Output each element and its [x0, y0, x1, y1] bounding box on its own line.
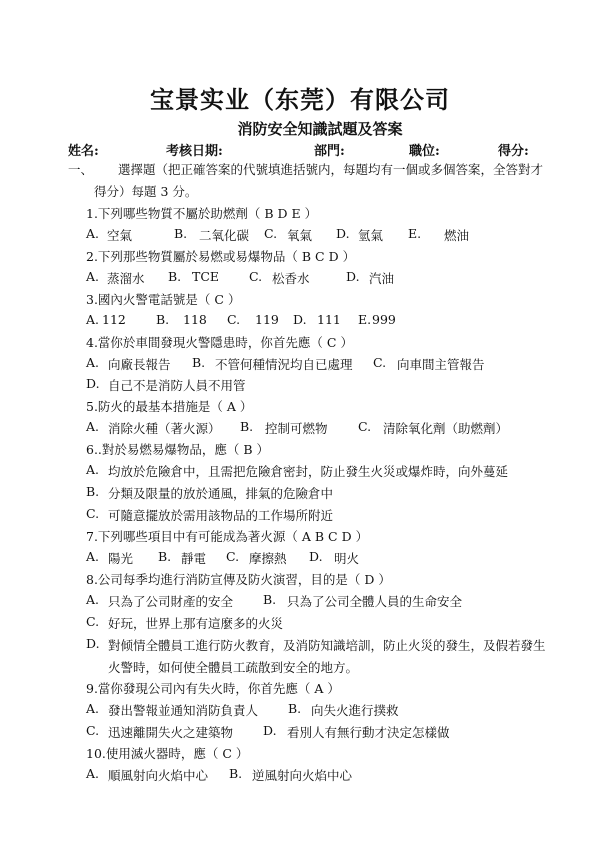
option-text: 向車間主管報告 [397, 357, 485, 372]
section-number: 一、 [68, 162, 94, 177]
option-text: 均放於危險倉中，且需把危險倉密封，防止發生火災或爆炸時，向外蔓延 [108, 464, 509, 479]
option-text: 112 [102, 312, 126, 327]
option-letter: A. [86, 355, 100, 370]
option-letter: A. [86, 226, 100, 241]
field-dept-label: 部門: [314, 144, 345, 159]
question-9: 9.當你發現公司內有失火時，你首先應（ A ） [86, 681, 340, 696]
option-letter: B. [86, 484, 100, 499]
option-text: 消除火種（著火源） [108, 421, 221, 436]
option-letter: D. [293, 312, 307, 327]
option-text: 汽油 [369, 271, 395, 286]
option-letter: C. [249, 269, 263, 284]
option-letter: D. [309, 549, 323, 564]
option-letter: D. [346, 269, 360, 284]
option-text: 明火 [334, 551, 360, 566]
option-letter: A. [86, 549, 100, 564]
option-text: 陽光 [108, 551, 134, 566]
option-letter: C. [86, 614, 100, 629]
question-7: 7.下列哪些項目中有可能成為著火源（ A B C D ） [86, 529, 369, 544]
option-letter: C. [264, 226, 278, 241]
option-text: 摩擦熱 [249, 551, 287, 566]
option-letter: A. [86, 592, 100, 607]
option-letter: B. [263, 592, 277, 607]
option-text: 控制可燃物 [265, 421, 328, 436]
option-text: 向失火進行撲救 [311, 703, 399, 718]
option-text: 分類及限量的放於通風，排氣的危險倉中 [108, 486, 334, 501]
option-letter: D. [336, 226, 350, 241]
option-text: 迅速離開失火之建築物 [108, 725, 234, 740]
option-letter: C. [358, 419, 372, 434]
option-text: 111 [317, 312, 341, 327]
option-letter: B. [156, 312, 170, 327]
option-text: 好玩，世界上那有這麼多的火災 [108, 616, 284, 631]
option-letter: B. [192, 355, 206, 370]
question-2: 2.下列那些物質屬於易燃或易爆物品（ B C D ） [86, 249, 356, 264]
option-text: 不管何種情況均自已處理 [215, 357, 353, 372]
option-text: TCE [192, 269, 220, 284]
option-letter: B. [288, 701, 302, 716]
question-1: 1.下列哪些物質不屬於助燃劑（ B D E ） [86, 206, 318, 221]
option-text: 燃油 [444, 228, 470, 243]
field-position-label: 職位: [409, 144, 440, 159]
field-score-label: 得分: [498, 144, 529, 159]
option-text: 二氧化碳 [199, 228, 250, 243]
option-text-continued: 火警時，如何使全體員工疏散到安全的地方。 [108, 660, 359, 675]
instruction-line-2: 得分）每題 3 分。 [94, 184, 198, 199]
option-letter: E. [358, 312, 372, 327]
option-text: 順風射向火焰中心 [108, 768, 209, 783]
option-letter: D. [263, 723, 277, 738]
option-text: 只為了公司全體人員的生命安全 [287, 594, 463, 609]
option-text: 氧氣 [287, 228, 313, 243]
question-8: 8.公司每季均進行消防宣傳及防火演習，目的是（ D ） [86, 572, 391, 587]
instruction-line-1: 選擇題（把正確答案的代號填進括號内，每題均有一個或多個答案，全答對才 [118, 162, 544, 177]
option-letter: D. [86, 636, 100, 651]
option-letter: A. [86, 766, 100, 781]
option-letter: B. [174, 226, 188, 241]
option-text: 119 [255, 312, 279, 327]
field-name-label: 姓名: [68, 144, 99, 159]
option-letter: C. [86, 506, 100, 521]
option-text: 發出警報並通知消防負責人 [108, 703, 259, 718]
option-letter: A. [86, 419, 100, 434]
option-letter: C. [86, 723, 100, 738]
option-text: 逆風射向火焰中心 [252, 768, 353, 783]
exam-subtitle: 消防安全知識試題及答案 [237, 120, 403, 138]
question-6: 6..對於易燃易爆物品，應（ B ） [86, 442, 270, 457]
question-3: 3.國內火警電話號是（ C ） [86, 292, 241, 307]
option-text: 自己不是消防人員不用管 [108, 378, 246, 393]
question-10: 10.使用滅火器時，應（ C ） [86, 746, 249, 761]
option-text: 空氣 [107, 228, 133, 243]
option-letter: D. [86, 376, 100, 391]
question-4: 4.當你於車間發現火警隱患時，你首先應（ C ） [86, 335, 353, 350]
option-letter: E. [408, 226, 422, 241]
option-text: 118 [183, 312, 207, 327]
option-text: 只為了公司財產的安全 [108, 594, 234, 609]
company-title: 宝景实业（东莞）有限公司 [150, 85, 450, 114]
option-letter: A. [86, 462, 100, 477]
option-letter: A. [86, 269, 100, 284]
option-letter: B. [158, 549, 172, 564]
option-text: 999 [372, 312, 396, 327]
option-text: 松香水 [272, 271, 310, 286]
option-letter: B. [229, 766, 243, 781]
option-text: 向廠長報告 [108, 357, 171, 372]
option-letter: A. [86, 701, 100, 716]
option-text: 可隨意擺放於需用該物品的工作場所附近 [108, 508, 334, 523]
option-text: 看別人有無行動才決定怎樣做 [287, 725, 450, 740]
option-letter: C. [373, 355, 387, 370]
option-letter: B. [240, 419, 254, 434]
option-text: 清除氧化劑（助燃劑） [383, 421, 509, 436]
field-date-label: 考核日期: [166, 144, 223, 159]
option-letter: C. [226, 549, 240, 564]
option-text: 靜電 [181, 551, 207, 566]
option-text: 對倾情全體員工進行防火教育，及消防知識培訓，防止火災的發生，及假若發生 [108, 638, 546, 653]
option-letter: C. [227, 312, 241, 327]
option-letter: B. [168, 269, 182, 284]
option-letter: A. [86, 312, 100, 327]
option-text: 氫氣 [358, 228, 384, 243]
question-5: 5.防火的最基本措施是（ A ） [86, 399, 253, 414]
option-text: 蒸溜水 [107, 271, 145, 286]
